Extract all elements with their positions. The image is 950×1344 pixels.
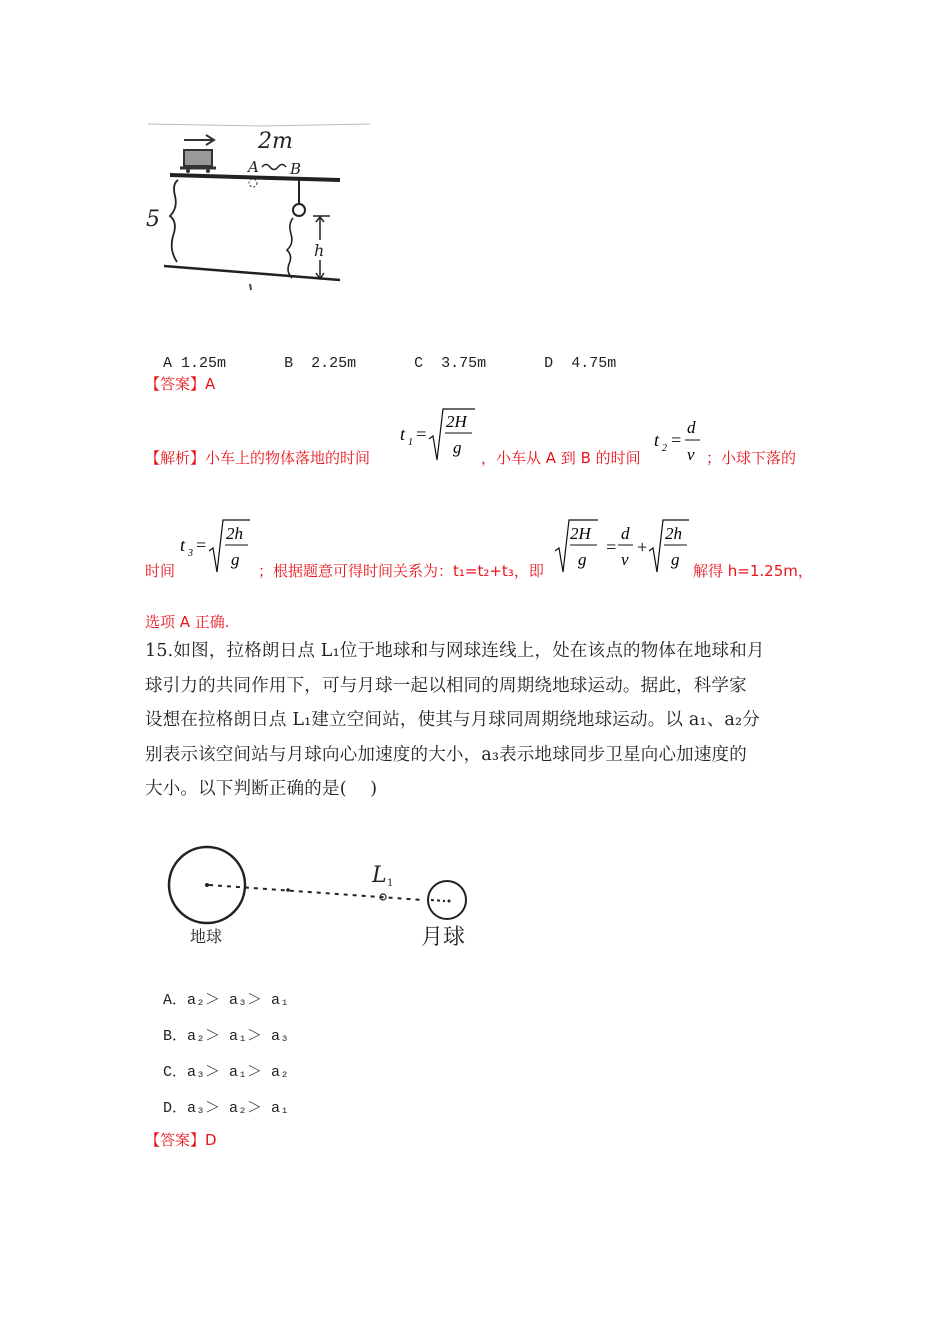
stem-line-5: 大小。以下判断正确的是( ) <box>145 779 378 799</box>
svg-text:g: g <box>578 550 587 569</box>
stem-line-2: 球引力的共同作用下，可与月球一起以相同的周期绕地球运动。据此，科学家 <box>145 675 747 696</box>
svg-text:v: v <box>621 550 629 569</box>
ball <box>293 204 305 216</box>
svg-text:d: d <box>687 418 696 437</box>
svg-text:t: t <box>654 430 660 450</box>
stem-line-4: 别表示该空间站与月球向心加速度的大小，a₃表示地球同步卫星向心加速度的 <box>145 744 747 765</box>
svg-text:v: v <box>687 445 695 464</box>
svg-text:2h: 2h <box>226 524 243 543</box>
q15-choice-b[interactable]: B．a₂＞ a₁＞ a₃ <box>163 1028 290 1045</box>
earth-label: 地球 <box>190 927 223 946</box>
cart-ramp-figure <box>140 118 385 296</box>
formula-relation <box>555 515 695 577</box>
formula-t3 <box>180 515 260 577</box>
svg-text:d: d <box>621 524 630 543</box>
svg-text:=: = <box>415 424 428 444</box>
label-5: 5 <box>146 207 160 232</box>
formula-t2 <box>654 413 704 468</box>
label-2m: 2m <box>258 129 293 154</box>
svg-text:t: t <box>400 424 406 444</box>
q15-choice-c[interactable]: C．a₃＞ a₁＞ a₂ <box>163 1064 290 1081</box>
option-b[interactable]: B 2.25m <box>284 355 357 372</box>
q15-stem <box>145 634 825 807</box>
formula-t1 <box>400 405 480 465</box>
svg-text:2h: 2h <box>665 524 682 543</box>
svg-text:=: = <box>670 430 683 450</box>
option-c[interactable]: C 3.75m <box>414 355 487 372</box>
svg-text:g: g <box>671 550 680 569</box>
earth-moon-figure <box>165 840 485 950</box>
svg-text:2H: 2H <box>446 412 467 431</box>
analysis-part5: ；根据题意可得时间关系为：t₁=t₂+t₃，即 <box>258 562 544 580</box>
svg-text:+: + <box>636 537 649 557</box>
svg-text:t: t <box>180 535 186 555</box>
q14-answer <box>145 373 215 394</box>
svg-text:1: 1 <box>408 437 413 448</box>
option-a[interactable]: A 1.25m <box>163 355 227 372</box>
moon-label: 月球 <box>421 925 466 950</box>
l1-label: L <box>372 863 387 888</box>
svg-text:=: = <box>605 537 618 557</box>
analysis-label-text: 【解析】小车上的物体落地的时间 <box>145 449 371 467</box>
analysis-part2: ，小车从 A 到 B 的时间 <box>481 449 641 467</box>
q15-answer <box>145 1129 217 1150</box>
stem-line-3: 设想在拉格朗日点 L₁建立空间站，使其与月球同周期绕地球运动。以 a₁、a₂分 <box>145 710 760 730</box>
answer-value: D <box>205 1131 217 1149</box>
q15-choice-d[interactable]: D．a₃＞ a₂＞ a₁ <box>163 1100 290 1117</box>
answer-value: A <box>205 375 216 393</box>
label-h: h <box>314 241 325 260</box>
stem-line-1: 15.如图，拉格朗日点 L₁位于地球和与网球连线上，处在该点的物体在地球和月 <box>145 641 765 661</box>
svg-text:g: g <box>231 550 240 569</box>
answer-label: 【答案】 <box>145 375 206 393</box>
svg-text:=: = <box>195 535 208 555</box>
svg-text:2H: 2H <box>570 524 591 543</box>
svg-text:3: 3 <box>188 548 193 559</box>
svg-text:2: 2 <box>662 443 667 454</box>
q14-options <box>145 338 616 372</box>
svg-text:1: 1 <box>387 878 394 889</box>
label-b: B <box>290 160 302 178</box>
analysis-part6: 解得 h=1.25m， <box>693 562 813 580</box>
label-a: A <box>248 158 259 176</box>
analysis-part7: 选项 A 正确. <box>145 613 230 631</box>
answer-label: 【答案】 <box>145 1131 206 1149</box>
svg-text:g: g <box>453 438 462 457</box>
option-d[interactable]: D 4.75m <box>544 355 617 372</box>
analysis-part3: ；小球下落的 <box>706 449 797 467</box>
analysis-part4: 时间 <box>145 562 176 580</box>
q15-choice-a[interactable]: A．a₂＞ a₃＞ a₁ <box>163 992 290 1009</box>
